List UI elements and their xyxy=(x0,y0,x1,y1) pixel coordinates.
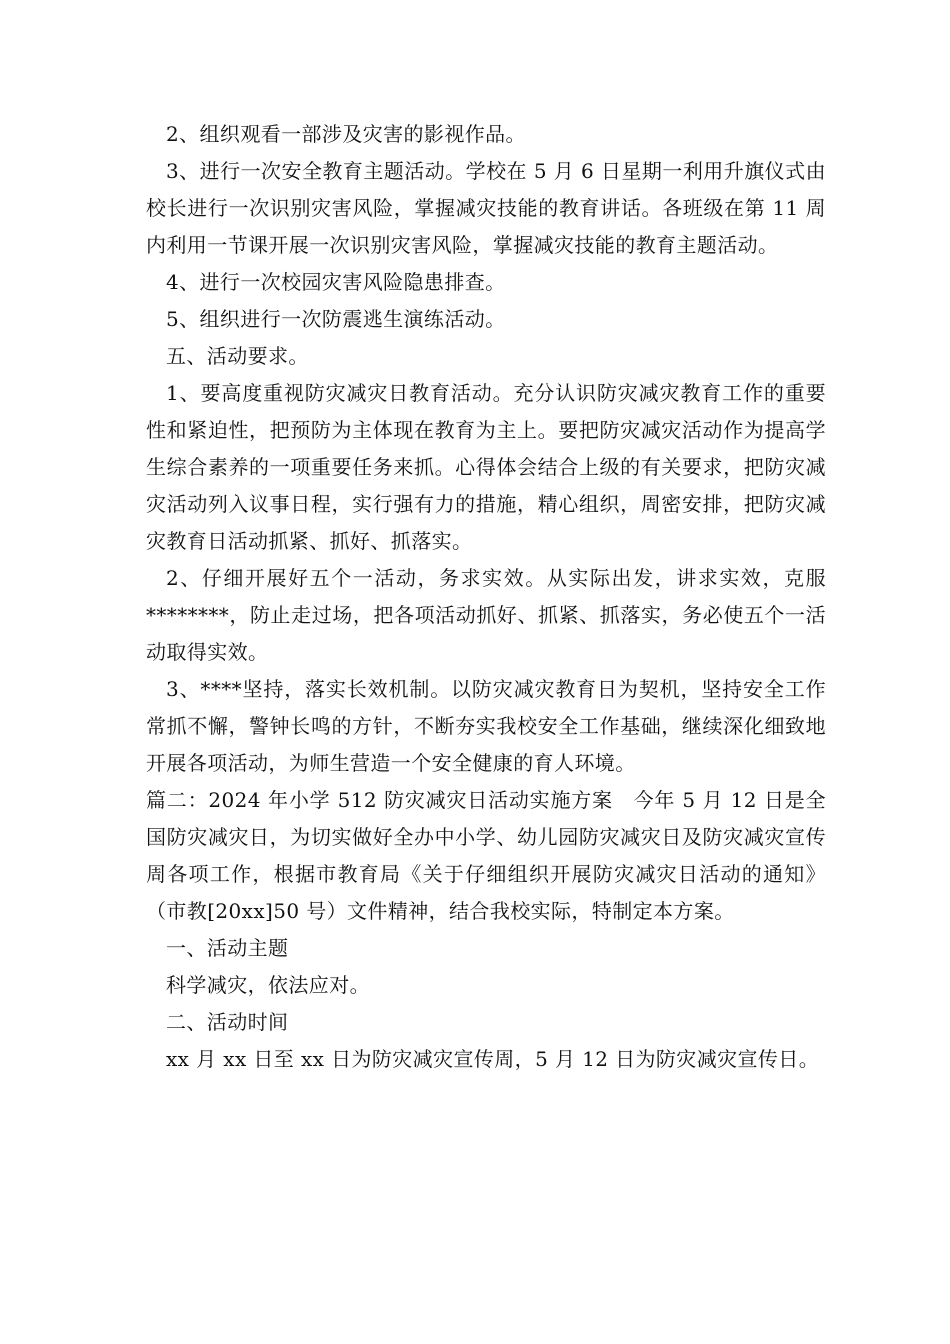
part-two-intro: 篇二：2024 年小学 512 防灾减灾日活动实施方案 今年 5 月 12 日是全国防灾减灾日，为切实做好全办中小学、幼儿园防灾减灾日及防灾减灾宣传周各项工作，根据市教育局《关于仔细组织开展防灾减灾日活动的通知》（市教[20xx]50 号）文件精神，结合我校实际，特制定本方案。 xyxy=(146,788,826,923)
requirement-item-2: 2、仔细开展好五个一活动，务求实效。从实际出发，讲求实效，克服********，防止走过场，把各项活动抓好、抓紧、抓落实，务必使五个一活动取得实效。 xyxy=(146,566,826,664)
theme-text: 科学减灾，依法应对。 xyxy=(166,973,370,997)
paragraph-item-3: 3、进行一次安全教育主题活动。学校在 5 月 6 日星期一利用升旗仪式由校长进行一次识别灾害风险，掌握减灾技能的教育讲话。各班级在第 11 周内利用一节课开展一次识别灾害风险，掌握减灾技能的教育主题活动。 xyxy=(146,159,826,257)
paragraph-item-5: 5、组织进行一次防震逃生演练活动。 xyxy=(166,307,506,331)
paragraph-item-4: 4、进行一次校园灾害风险隐患排查。 xyxy=(166,270,506,294)
time-text: xx 月 xx 日至 xx 日为防灾减灾宣传周，5 月 12 日为防灾减灾宣传日。 xyxy=(166,1047,820,1071)
paragraph-item-2: 2、组织观看一部涉及灾害的影视作品。 xyxy=(166,122,526,146)
section-heading-requirements: 五、活动要求。 xyxy=(166,344,309,368)
requirement-item-3: 3、****坚持，落实长效机制。以防灾减灾教育日为契机，坚持安全工作常抓不懈，警钟长鸣的方针，不断夯实我校安全工作基础，继续深化细致地开展各项活动，为师生营造一个安全健康的育人环境。 xyxy=(146,677,826,775)
section-heading-time: 二、活动时间 xyxy=(166,1010,289,1034)
requirement-item-1: 1、要高度重视防灾减灾日教育活动。充分认识防灾减灾教育工作的重要性和紧迫性，把预防为主体现在教育为主上。要把防灾减灾活动作为提高学生综合素养的一项重要任务来抓。心得体会结合上级的有关要求，把防灾减灾活动列入议事日程，实行强有力的措施，精心组织，周密安排，把防灾减灾教育日活动抓紧、抓好、抓落实。 xyxy=(146,381,826,553)
section-heading-theme: 一、活动主题 xyxy=(166,936,289,960)
document-body xyxy=(146,116,826,1078)
